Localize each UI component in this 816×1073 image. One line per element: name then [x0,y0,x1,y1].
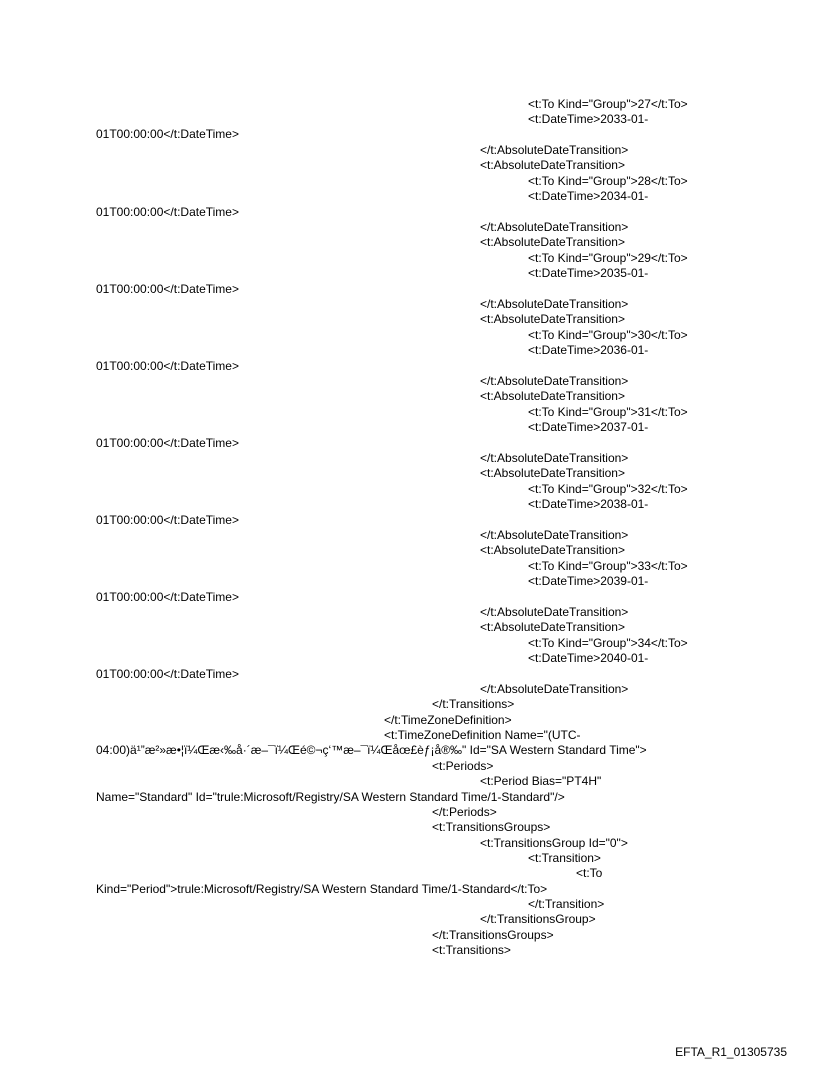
text-line: </t:AbsoluteDateTransition> [480,605,629,619]
text-line: <t:AbsoluteDateTransition> [480,389,625,403]
text-line: </t:TimeZoneDefinition> [384,713,512,727]
text-line: <t:Period Bias="PT4H" [480,774,602,788]
text-line: </t:TransitionsGroups> [432,928,554,942]
text-line: <t:To Kind="Group">29</t:To> [528,251,688,265]
text-line: <t:DateTime>2034-01- [528,189,649,203]
text-line: <t:AbsoluteDateTransition> [480,312,625,326]
text-line: <t:AbsoluteDateTransition> [480,466,625,480]
text-line: <t:DateTime>2036-01- [528,343,649,357]
text-line: Name="Standard" Id="trule:Microsoft/Registry/SA Western Standard Time/1-Standard"/> [96,790,565,804]
text-line: <t:AbsoluteDateTransition> [480,235,625,249]
text-line: <t:To Kind="Group">30</t:To> [528,328,688,342]
text-line: 01T00:00:00</t:DateTime> [96,590,239,604]
text-line: </t:TransitionsGroup> [480,912,596,926]
text-line: 01T00:00:00</t:DateTime> [96,127,239,141]
text-line: <t:To [576,866,603,880]
text-line: </t:AbsoluteDateTransition> [480,143,629,157]
text-line: <t:TransitionsGroups> [432,820,551,834]
text-line: <t:Periods> [432,759,494,773]
text-line: Kind="Period">trule:Microsoft/Registry/SA Western Standard Time/1-Standard</t:To> [96,882,548,896]
text-line: <t:Transitions> [432,943,511,957]
text-line: </t:Transitions> [432,697,515,711]
text-line: </t:AbsoluteDateTransition> [480,528,629,542]
text-line: </t:AbsoluteDateTransition> [480,220,629,234]
text-line: 01T00:00:00</t:DateTime> [96,513,239,527]
text-line: <t:DateTime>2040-01- [528,651,649,665]
text-line: <t:DateTime>2033-01- [528,112,649,126]
text-line: </t:AbsoluteDateTransition> [480,297,629,311]
text-line: </t:Transition> [528,897,605,911]
text-line: 01T00:00:00</t:DateTime> [96,359,239,373]
text-line: <t:TransitionsGroup Id="0"> [480,836,628,850]
text-line: <t:AbsoluteDateTransition> [480,543,625,557]
text-line: <t:AbsoluteDateTransition> [480,158,625,172]
text-line: <t:DateTime>2037-01- [528,420,649,434]
text-line: </t:Periods> [432,805,497,819]
text-line: <t:AbsoluteDateTransition> [480,620,625,634]
text-line: <t:DateTime>2039-01- [528,574,649,588]
text-line: <t:Transition> [528,851,601,865]
text-line: <t:To Kind="Group">31</t:To> [528,405,688,419]
text-line: 01T00:00:00</t:DateTime> [96,667,239,681]
text-line: <t:To Kind="Group">33</t:To> [528,559,688,573]
text-line: <t:DateTime>2038-01- [528,497,649,511]
text-line: 01T00:00:00</t:DateTime> [96,436,239,450]
text-line: 01T00:00:00</t:DateTime> [96,205,239,219]
text-line: </t:AbsoluteDateTransition> [480,451,629,465]
text-line: </t:AbsoluteDateTransition> [480,374,629,388]
text-line: <t:DateTime>2035-01- [528,266,649,280]
text-line: </t:AbsoluteDateTransition> [480,682,629,696]
text-line: 04:00)ä¹”æ²»æ•¦ï¼Œæ‹‰å·´æ–¯ï¼Œé©¬ç‘™æ–¯ï¼Œåœ£èƒ¡å®‰" Id="SA Western Standard Time"> [96,743,647,757]
text-line: <t:To Kind="Group">32</t:To> [528,482,688,496]
text-line: <t:TimeZoneDefinition Name="(UTC- [384,728,581,742]
document-id-footer: EFTA_R1_01305735 [675,1045,787,1059]
text-line: <t:To Kind="Group">28</t:To> [528,174,688,188]
text-line: <t:To Kind="Group">34</t:To> [528,636,688,650]
text-line: <t:To Kind="Group">27</t:To> [528,97,688,111]
text-line: 01T00:00:00</t:DateTime> [96,282,239,296]
